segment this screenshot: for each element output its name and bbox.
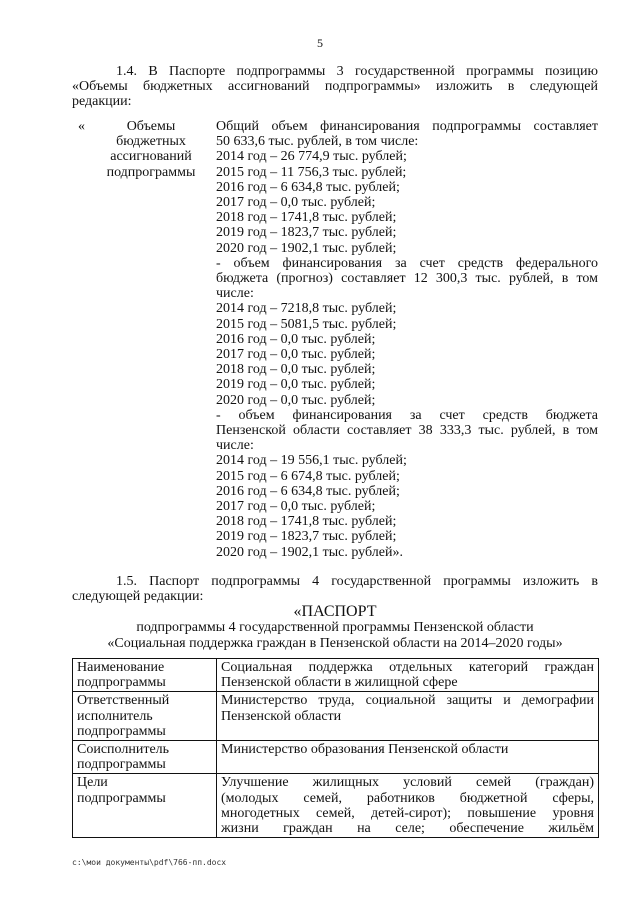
label-line: подпрограммы xyxy=(106,164,196,180)
label-line: Ответственный xyxy=(77,693,170,709)
row-label xyxy=(73,692,217,741)
detail-line: 2017 год – 0,0 тыс. рублей; xyxy=(216,347,376,363)
file-path-footer: c:\мои документы\pdf\766-пп.docx xyxy=(72,858,227,867)
detail-line: 2018 год – 0,0 тыс. рублей; xyxy=(216,362,376,378)
page-number: 5 xyxy=(317,36,323,50)
label-line: Объемы xyxy=(126,119,176,134)
value-line: жизни граждан на селе; обеспечение жильём xyxy=(221,821,594,837)
detail-line: 2020 год – 1902,1 тыс. рублей». xyxy=(216,544,403,560)
detail-line: 2018 год – 1741,8 тыс. рублей; xyxy=(216,210,397,226)
detail-line: 2014 год – 19 556,1 тыс. рублей; xyxy=(216,453,407,469)
budget-details xyxy=(216,119,598,560)
paragraph-line: следующей редакции: xyxy=(72,589,204,605)
value-line: (молодых семей, работников бюджетной сферы, xyxy=(221,790,594,806)
label-line: Соисполнитель xyxy=(77,742,170,758)
row-label xyxy=(73,741,217,774)
paragraph-1-5 xyxy=(72,574,598,604)
detail-line: 2019 год – 1823,7 тыс. рублей; xyxy=(216,225,397,241)
label-line: подпрограммы xyxy=(77,790,166,806)
passport-heading xyxy=(72,604,598,652)
detail-line: Общий объем финансирования подпрограммы составляет xyxy=(216,119,598,134)
detail-line: 2017 год – 0,0 тыс. рублей; xyxy=(216,195,376,211)
detail-line: - объем финансирования за счет средств федерального xyxy=(216,255,598,271)
label-line: Наименование xyxy=(77,660,165,675)
value-line: Улучшение жилищных условий семей (граждан) xyxy=(221,775,594,791)
detail-line: числе: xyxy=(216,286,254,302)
detail-line: 2018 год – 1741,8 тыс. рублей; xyxy=(216,514,397,530)
passport-subtitle: «Социальная поддержка граждан в Пензенской области на 2014–2020 годы» xyxy=(107,636,563,651)
value-line: Пензенской области xyxy=(221,708,342,724)
detail-line: - объем финансирования за счет средств бюджета xyxy=(216,407,598,423)
label-line: ассигнований xyxy=(110,149,192,165)
label-line: Цели xyxy=(77,775,108,791)
detail-line: 2020 год – 0,0 тыс. рублей; xyxy=(216,392,376,408)
table-row xyxy=(73,774,599,838)
label-line: бюджетных xyxy=(116,134,186,150)
value-line: Пензенской области в жилищной сфере xyxy=(221,675,458,691)
row-value xyxy=(217,692,599,741)
row-value xyxy=(217,774,599,838)
detail-line: 2020 год – 1902,1 тыс. рублей; xyxy=(216,240,397,256)
detail-line: 50 633,6 тыс. рублей, в том числе: xyxy=(216,134,419,150)
passport-title: «ПАСПОРТ xyxy=(293,603,377,620)
detail-line: 2019 год – 0,0 тыс. рублей; xyxy=(216,377,376,393)
detail-line: 2015 год – 6 674,8 тыс. рублей; xyxy=(216,468,400,484)
paragraph-line: редакции: xyxy=(72,94,132,110)
label-line: подпрограммы xyxy=(77,757,166,773)
detail-line: 2017 год – 0,0 тыс. рублей; xyxy=(216,499,376,515)
detail-line: числе: xyxy=(216,438,254,454)
passport-table xyxy=(72,658,599,838)
detail-line: 2015 год – 5081,5 тыс. рублей; xyxy=(216,316,397,332)
detail-line: бюджета (прогноз) составляет 12 300,3 тыс. рублей, в том xyxy=(216,271,598,287)
detail-line: 2015 год – 11 756,3 тыс. рублей; xyxy=(216,164,407,180)
row-label xyxy=(73,659,217,692)
detail-line: Пензенской области составляет 38 333,3 тыс. рублей, в том xyxy=(216,423,598,439)
value-line: Министерство труда, социальной защиты и демографии xyxy=(221,693,594,709)
detail-line: 2016 год – 6 634,8 тыс. рублей; xyxy=(216,483,400,499)
paragraph-line: 1.5. Паспорт подпрограммы 4 государственной программы изложить в xyxy=(116,574,598,589)
label-line: подпрограммы xyxy=(77,723,166,739)
row-value xyxy=(217,741,599,774)
label-line: исполнитель xyxy=(77,708,153,724)
table-row xyxy=(73,692,599,741)
detail-line: 2014 год – 26 774,9 тыс. рублей; xyxy=(216,149,407,165)
row-value xyxy=(217,659,599,692)
paragraph-1-4 xyxy=(72,64,598,110)
paragraph-line: 1.4. В Паспорте подпрограммы 3 государственной программы позицию xyxy=(116,64,598,79)
table-row xyxy=(73,659,599,692)
value-line: многодетных семей, детей-сирот); повышение уровня xyxy=(221,805,594,821)
label-line: подпрограммы xyxy=(77,675,166,691)
value-line: Социальная поддержка отдельных категорий граждан xyxy=(221,660,594,675)
table-row xyxy=(73,741,599,774)
row-label xyxy=(73,774,217,838)
value-line: Министерство образования Пензенской области xyxy=(221,742,509,758)
detail-line: 2014 год – 7218,8 тыс. рублей; xyxy=(216,301,397,317)
detail-line: 2019 год – 1823,7 тыс. рублей; xyxy=(216,529,397,545)
budget-label xyxy=(96,119,206,180)
paragraph-line: «Объемы бюджетных ассигнований подпрограммы» изложить в следующей xyxy=(72,79,598,95)
detail-line: 2016 год – 0,0 тыс. рублей; xyxy=(216,331,376,347)
opening-quote: « xyxy=(78,119,85,134)
detail-line: 2016 год – 6 634,8 тыс. рублей; xyxy=(216,179,400,195)
passport-subtitle: подпрограммы 4 государственной программы Пензенской области xyxy=(136,620,534,635)
